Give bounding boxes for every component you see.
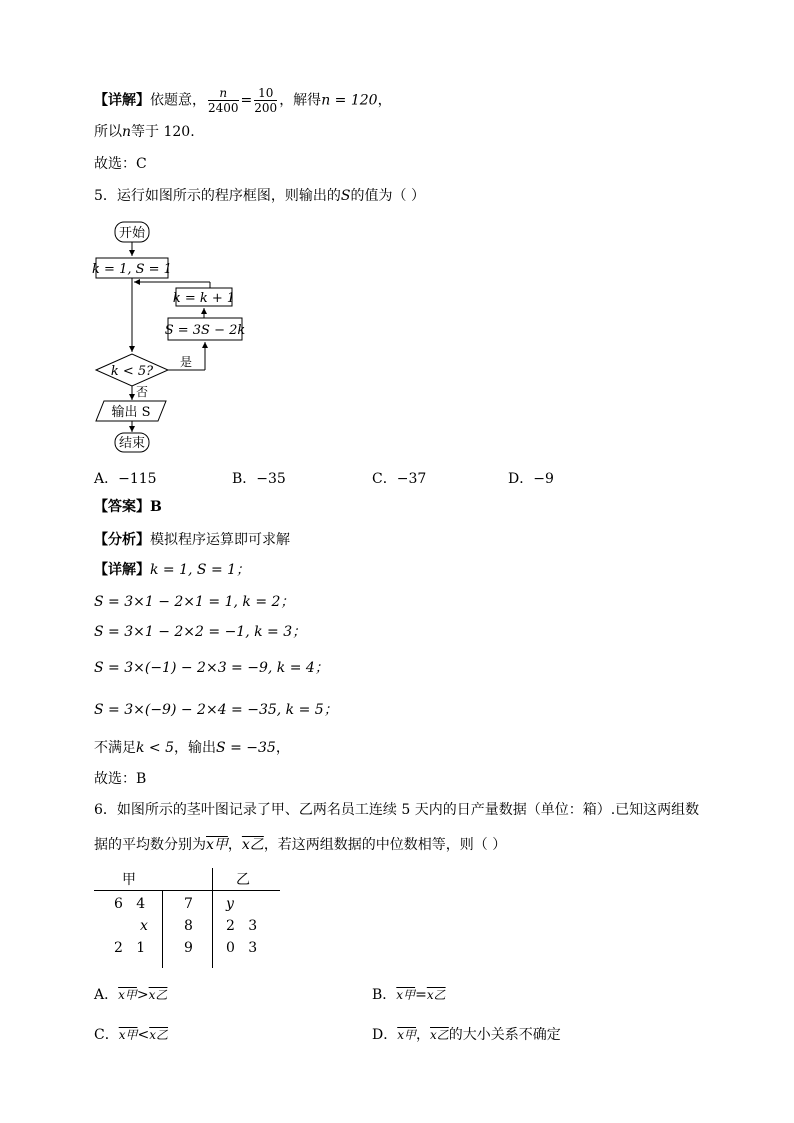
stem-leaf-plot xyxy=(94,866,284,970)
detail-line-2: 【详解】k = 1, S = 1； xyxy=(94,562,251,578)
flow-yes-label: 是 xyxy=(180,355,193,369)
flow-inc-text: k = k + 1 xyxy=(172,291,236,306)
stem-row1: 7 xyxy=(184,896,193,912)
choose-line-1: 故选：C xyxy=(94,156,147,172)
header-jia: 甲 xyxy=(122,872,136,888)
q6-option-a: A．x甲>x乙 xyxy=(94,987,168,1003)
question-5-stem: 5．运行如图所示的程序框图，则输出的S的值为（ ） xyxy=(94,188,425,204)
q5-option-b: B．−35 xyxy=(232,471,286,487)
fraction-n-2400: $\frac{n}{2400}$ xyxy=(208,86,239,115)
flow-end-text: 结束 xyxy=(118,436,146,451)
q6-option-d: D．x甲，x乙的大小关系不确定 xyxy=(372,1027,561,1043)
fraction-10-200: $\frac{10}{200}$ xyxy=(254,86,278,115)
stem-row3: 9 xyxy=(184,940,193,956)
so-line: 所以n等于 120. xyxy=(94,124,195,140)
leaf-right-row2: 2 3 xyxy=(226,918,258,934)
flowchart xyxy=(90,218,260,458)
flow-start-text: 开始 xyxy=(118,226,146,241)
q6-option-b: B．x甲=x乙 xyxy=(372,987,446,1003)
leaf-left-row1: 6 4 xyxy=(114,896,146,912)
leaf-left-row2: x xyxy=(140,918,148,934)
question-6-line-1: 6．如图所示的茎叶图记录了甲、乙两名员工连续 5 天内的日产量数据（单位：箱）.已知这两组数 xyxy=(94,802,700,818)
flow-init-text: k = 1, S = 1 xyxy=(92,262,172,277)
q5-option-c: C．−37 xyxy=(372,471,427,487)
q6-option-c: C．x甲<x乙 xyxy=(94,1027,169,1043)
stem-row2: 8 xyxy=(184,918,193,934)
step-line-1: S = 3×1 − 2×1 = 1, k = 2； xyxy=(94,594,295,610)
mean-yi: x乙 xyxy=(241,837,264,853)
leaf-right-row1: y xyxy=(226,896,234,912)
question-6-line-2: 据的平均数分别为x甲，x乙，若这两组数据的中位数相等，则（ ） xyxy=(94,837,507,853)
detail-tag: 【详解】 xyxy=(94,92,150,109)
flow-decision-text: k < 5? xyxy=(110,364,154,379)
choose-line-2: 故选：B xyxy=(94,771,147,787)
detail-lead: 依题意， xyxy=(150,92,206,109)
step-line-4: S = 3×(−9) − 2×4 = −35, k = 5； xyxy=(94,702,338,718)
leaf-right-row3: 0 3 xyxy=(226,940,258,956)
step-line-2: S = 3×1 − 2×2 = −1, k = 3； xyxy=(94,624,307,640)
q5-option-a: A．−115 xyxy=(94,471,157,487)
mean-jia: x甲 xyxy=(206,837,228,853)
not-satisfy-line: 不满足k < 5，输出S = −35， xyxy=(94,740,290,756)
leaf-left-row3: 2 1 xyxy=(114,940,146,956)
header-yi: 乙 xyxy=(236,872,250,888)
answer-line: 【答案】B xyxy=(94,499,162,515)
q5-option-d: D．−9 xyxy=(508,471,554,487)
flow-no-label: 否 xyxy=(136,385,149,399)
analysis-line: 【分析】模拟程序运算即可求解 xyxy=(94,532,290,548)
detail-line-1: 【详解】依题意， $\frac{n}{2400}$ = $\frac{10}{200}$ ，解得n = 120， xyxy=(94,86,392,115)
step-line-3: S = 3×(−1) − 2×3 = −9, k = 4； xyxy=(94,660,329,676)
result-n: n = 120 xyxy=(321,92,378,109)
flow-output-text: 输出 S xyxy=(111,405,151,420)
flow-update-text: S = 3S − 2k xyxy=(164,323,246,338)
